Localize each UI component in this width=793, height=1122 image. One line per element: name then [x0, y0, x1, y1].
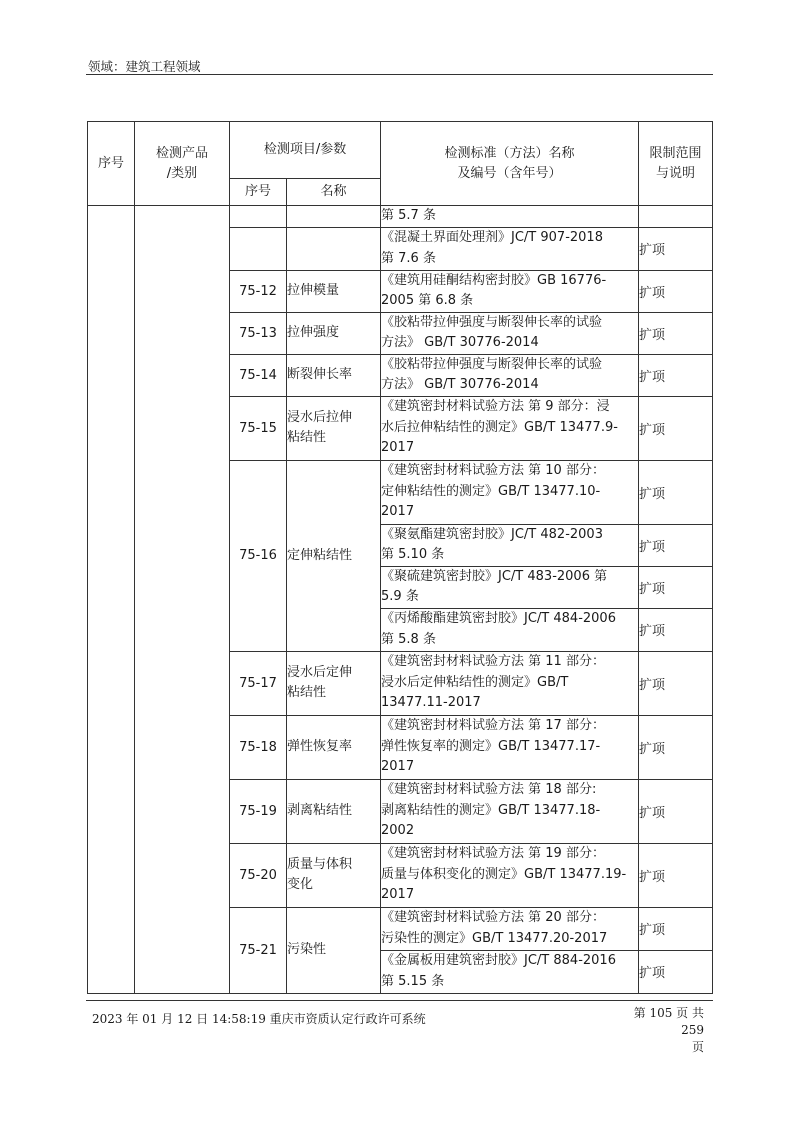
footer-divider — [86, 1000, 713, 1001]
item-seq-cell: 75-14 — [230, 354, 287, 396]
item-name-cell — [287, 227, 381, 270]
standard-cell — [381, 270, 639, 312]
standard-cell — [381, 460, 639, 524]
item-seq-cell: 75-16 — [230, 460, 287, 651]
item-name-cell: 定伸粘结性 — [287, 460, 381, 651]
standard-cell — [381, 312, 639, 354]
standard-line: 《建筑密封材料试验方法 第 9 部分：浸 — [381, 399, 610, 415]
standard-line: 《建筑密封材料试验方法 第 10 部分： — [381, 463, 605, 479]
limit-cell: 扩项 — [639, 354, 713, 396]
standard-cell: 第 5.7 条 — [381, 206, 639, 228]
standard-line: 2017 — [381, 887, 415, 903]
standard-line: 污染性的测定》GB/T 13477.20-2017 — [381, 930, 608, 946]
standard-line: 《建筑密封材料试验方法 第 17 部分： — [381, 718, 605, 734]
item-name-cell: 弹性恢复率 — [287, 715, 381, 779]
limit-cell: 扩项 — [639, 270, 713, 312]
standard-line: 2017 — [381, 440, 415, 456]
standard-line: 《建筑密封材料试验方法 第 11 部分： — [381, 654, 605, 670]
standard-line: 弹性恢复率的测定》GB/T 13477.17- — [381, 738, 601, 754]
item-seq-cell: 75-19 — [230, 779, 287, 843]
standard-cell — [381, 779, 639, 843]
standard-line: 浸水后定伸粘结性的测定》GB/T — [381, 674, 569, 690]
table-row-continuation — [88, 206, 713, 228]
footer-page-number: 第 105 页 共 259 页 — [633, 1006, 704, 1054]
standard-line: 《胶粘带拉伸强度与断裂伸长率的试验 — [381, 356, 603, 372]
item-seq-cell — [230, 227, 287, 270]
standard-cell — [381, 227, 639, 270]
item-name-cell: 断裂伸长率 — [287, 354, 381, 396]
standard-cell — [381, 950, 639, 993]
inspection-table — [87, 121, 713, 994]
standard-line: 第 5.8 条 — [381, 631, 436, 647]
item-name-cell: 剥离粘结性 — [287, 779, 381, 843]
standard-line: 水后拉伸粘结性的测定》GB/T 13477.9- — [381, 419, 618, 435]
item-name-cell — [287, 206, 381, 228]
standard-line: 5.9 条 — [381, 589, 419, 604]
standard-line: 13477.11-2017 — [381, 695, 481, 711]
item-seq-cell: 75-13 — [230, 312, 287, 354]
header-category: 检测产品 /类别 — [135, 122, 230, 206]
header-divider — [86, 74, 713, 75]
standard-line: 质量与体积变化的测定》GB/T 13477.19- — [381, 866, 627, 882]
limit-cell: 扩项 — [639, 312, 713, 354]
standard-line: 《建筑密封材料试验方法 第 18 部分: — [381, 782, 597, 798]
item-name-cell: 浸水后定伸 粘结性 — [287, 651, 381, 715]
header-item-param: 检测项目/参数 — [230, 122, 381, 179]
standard-line: 2017 — [381, 504, 415, 520]
header-item-seq: 序号 — [230, 179, 287, 206]
limit-cell: 扩项 — [639, 779, 713, 843]
header-seq: 序号 — [88, 122, 135, 206]
standard-line: 《聚硫建筑密封胶》JC/T 483-2006 第 — [381, 568, 608, 584]
limit-cell: 扩项 — [639, 907, 713, 950]
standard-line: 《聚氨酯建筑密封胶》JC/T 482-2003 — [381, 526, 603, 542]
item-seq-cell: 75-12 — [230, 270, 287, 312]
item-name-cell: 污染性 — [287, 907, 381, 993]
limit-cell: 扩项 — [639, 227, 713, 270]
standard-line: 方法》 GB/T 30776-2014 — [381, 377, 539, 392]
item-seq-cell: 75-15 — [230, 396, 287, 460]
standard-line: 第 7.6 条 — [381, 250, 436, 266]
standard-line: 《金属板用建筑密封胶》JC/T 884-2016 — [381, 953, 616, 968]
item-name-cell: 质量与体积 变化 — [287, 843, 381, 907]
standard-line: 2017 — [381, 759, 415, 775]
limit-cell: 扩项 — [639, 715, 713, 779]
footer-timestamp-system: 2023 年 01 月 12 日 14:58:19 重庆市资质认定行政许可系统 — [92, 1012, 426, 1026]
item-seq-cell — [230, 206, 287, 228]
limit-cell: 扩项 — [639, 608, 713, 651]
item-seq-cell: 75-18 — [230, 715, 287, 779]
limit-cell — [639, 206, 713, 228]
header-standard: 检测标准（方法）名称 及编号（含年号） — [381, 122, 639, 206]
item-name-cell: 浸水后拉伸 粘结性 — [287, 396, 381, 460]
limit-cell: 扩项 — [639, 843, 713, 907]
seq-cell — [88, 206, 135, 994]
standard-cell — [381, 715, 639, 779]
standard-cell — [381, 396, 639, 460]
standard-line: 《丙烯酸酯建筑密封胶》JC/T 484-2006 — [381, 611, 616, 626]
limit-cell: 扩项 — [639, 460, 713, 524]
standard-line: 定伸粘结性的测定》GB/T 13477.10- — [381, 483, 601, 499]
standard-cell — [381, 843, 639, 907]
header-limit: 限制范围 与说明 — [639, 122, 713, 206]
standard-line: 2005 第 6.8 条 — [381, 293, 474, 308]
standard-line: 《混凝土界面处理剂》JC/T 907-2018 — [381, 230, 603, 245]
standard-cell — [381, 524, 639, 566]
standard-cell — [381, 907, 639, 950]
limit-cell: 扩项 — [639, 524, 713, 566]
header-domain-label: 领域：建筑工程领域 — [88, 59, 201, 74]
standard-line: 2002 — [381, 823, 415, 839]
item-seq-cell: 75-17 — [230, 651, 287, 715]
standard-line: 《建筑密封材料试验方法 第 19 部分： — [381, 846, 605, 862]
header-item-name: 名称 — [287, 179, 381, 206]
standard-cell — [381, 651, 639, 715]
standard-line: 《建筑用硅酮结构密封胶》GB 16776- — [381, 272, 607, 288]
item-seq-cell: 75-20 — [230, 843, 287, 907]
standard-line: 《建筑密封材料试验方法 第 20 部分： — [381, 910, 605, 925]
standard-cell — [381, 566, 639, 608]
item-seq-cell: 75-21 — [230, 907, 287, 993]
standard-line: 《胶粘带拉伸强度与断裂伸长率的试验 — [381, 314, 603, 330]
standard-line: 剥离粘结性的测定》GB/T 13477.18- — [381, 802, 601, 818]
limit-cell: 扩项 — [639, 950, 713, 993]
standard-line: 第 5.15 条 — [381, 973, 445, 989]
limit-cell: 扩项 — [639, 396, 713, 460]
limit-cell: 扩项 — [639, 651, 713, 715]
category-cell — [135, 206, 230, 994]
item-name-cell: 拉伸模量 — [287, 270, 381, 312]
standard-line: 第 5.10 条 — [381, 547, 445, 562]
standard-cell — [381, 354, 639, 396]
item-name-cell: 拉伸强度 — [287, 312, 381, 354]
standard-line: 方法》 GB/T 30776-2014 — [381, 335, 539, 350]
limit-cell: 扩项 — [639, 566, 713, 608]
standard-cell — [381, 608, 639, 651]
